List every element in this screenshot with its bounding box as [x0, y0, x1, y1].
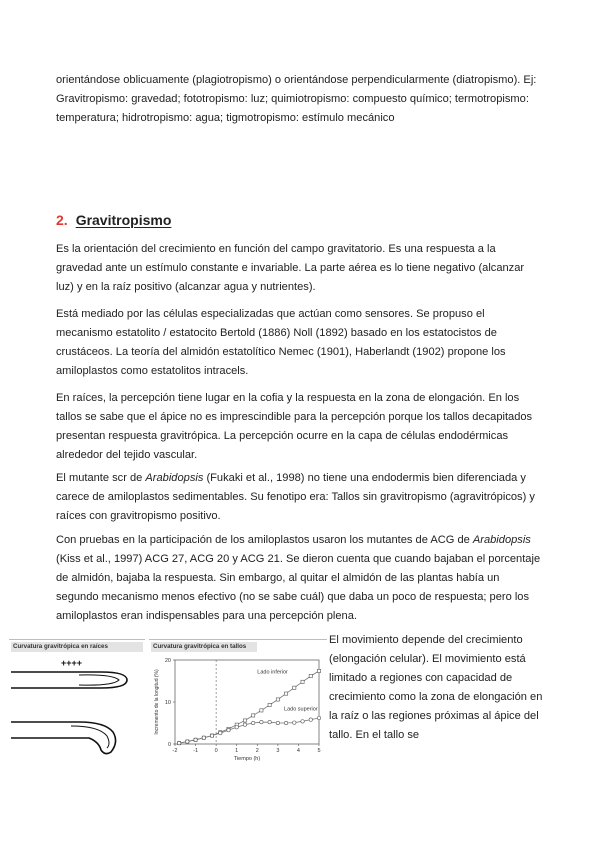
root-plus-marks: ++++: [61, 658, 83, 668]
x-tick-label: 2: [255, 748, 259, 754]
paragraph-definition: Es la orientación del crecimiento en función del campo gravitatorio. Es una respuesta a la gravedad ante un estímulo constante e invariable. La parte aérea es lo tiene negativo (alcanzar luz) y en la raíz positivo (alcanzar agua y nutrientes).: [56, 243, 525, 293]
series-point: [235, 726, 238, 729]
section-number: 2.: [56, 212, 68, 228]
x-tick-label: -1: [193, 748, 199, 754]
series-line: [179, 718, 319, 743]
series-point: [252, 714, 255, 717]
series-point: [301, 680, 304, 683]
paragraph-growth-side: El movimiento depende del crecimiento (elongación celular). El movimiento está limitado a regiones con capacidad de crecimiento como la zona de elongación en la raíz o las regiones próximas al ápice del tallo. En el tallo se: [329, 634, 543, 741]
y-tick-label: 20: [164, 658, 171, 664]
x-tick-label: 3: [276, 748, 280, 754]
series-point: [260, 720, 263, 723]
series-point: [284, 692, 287, 695]
series-point: [317, 669, 320, 672]
figure-stem-curvature: [149, 639, 327, 764]
series-point: [243, 723, 246, 726]
x-axis-label: Tiempo (h): [233, 756, 261, 762]
series-point: [202, 736, 205, 739]
series-label: Lado inferior: [257, 669, 288, 676]
series-label: Lado superior: [284, 706, 318, 713]
root-cap-upper: [79, 675, 119, 685]
root-outline-lower: [11, 722, 116, 754]
root-outline-upper: [11, 672, 127, 688]
series-point: [284, 721, 287, 724]
series-point: [227, 728, 230, 731]
stem-chart: [149, 652, 327, 764]
y-axis-label: Incremento de la longitud (%): [154, 669, 160, 735]
x-tick-label: -2: [172, 748, 178, 754]
figure-root-caption: Curvatura gravitrópica en raíces: [11, 642, 143, 652]
series-point: [260, 709, 263, 712]
series-point: [210, 734, 213, 737]
figure-root-curvature: [9, 639, 145, 764]
paragraph-acg-mutants: Con pruebas en la participación de los amiloplastos usaron los mutantes de ACG de Arabidopsis (Kiss et al., 1997) ACG 27, ACG 20 y ACG 21. Se dieron cuenta que cuando bajaban el porcentaje de almidón, bajaba la respuesta. Sin embargo, al quitar el almidón de las plantas había un segundo mecanismo menos efectivo (no se sabe cuál) que daba un poco de respuesta; pero los amiloplastos eran indispensables para una percepción plena.: [56, 534, 541, 622]
series-point: [268, 720, 271, 723]
series-point: [309, 718, 312, 721]
series-point: [293, 721, 296, 724]
intro-paragraph: orientándose oblicuamente (plagiotropismo) o orientándose perpendicularmente (diatropismo). Ej: Gravitropismo: gravedad; fototropismo: luz; quimiotropismo: compuesto químico; termotropismo: temperatura; hidrotropismo: agua; tigmotropismo: estímulo mecánico: [56, 74, 537, 124]
series-point: [317, 716, 320, 719]
series-point: [276, 721, 279, 724]
x-tick-label: 0: [214, 748, 218, 754]
series-point: [194, 738, 197, 741]
series-point: [186, 740, 189, 743]
paragraph-statolith: Está mediado por las células especializadas que actúan como sensores. Se propuso el mecanismo estatolito / estatocito Bertold (1886) Noll (1892) basado en los estatocistos de crustáceos. La teoría del almidón estatolítico Nemec (1901), Haberlandt (1902) propone los amiloplastos como estatolitos intracels.: [56, 308, 506, 377]
section-title: Gravitropismo: [75, 212, 172, 228]
series-point: [301, 720, 304, 723]
series-point: [219, 731, 222, 734]
section-heading: [56, 212, 171, 228]
x-tick-label: 5: [317, 748, 321, 754]
series-point: [293, 686, 296, 689]
series-point: [177, 741, 180, 744]
x-tick-label: 4: [296, 748, 300, 754]
series-point: [276, 698, 279, 701]
series-point: [268, 703, 271, 706]
paragraph-perception: En raíces, la percepción tiene lugar en la cofia y la respuesta en la zona de elongación. En los tallos se sabe que el ápice no es imprescindible para la percepción porque los tallos decapitados presentan respuesta gravitrópica. La percepción ocurre en la capa de células endodérmicas alrededor del tejido vascular.: [56, 392, 533, 461]
series-point: [309, 674, 312, 677]
series-point: [243, 719, 246, 722]
series-point: [251, 721, 254, 724]
paragraph-scr-mutant: El mutante scr de Arabidopsis (Fukaki et al., 1998) no tiene una endodermis bien diferenciada y carece de amiloplastos sedimentables. Su fenotipo era: Tallos sin gravitropismo (agravitrópicos) y raíces con gravitropismo positivo.: [56, 472, 535, 522]
x-tick-label: 1: [235, 748, 239, 754]
y-tick-label: 0: [167, 742, 171, 748]
root-diagram: [9, 652, 145, 764]
chart-title: Curvatura gravitrópica en tallos: [151, 642, 257, 652]
root-cap-lower: [71, 726, 109, 748]
y-tick-label: 10: [164, 700, 171, 706]
plot-frame: [175, 660, 319, 744]
